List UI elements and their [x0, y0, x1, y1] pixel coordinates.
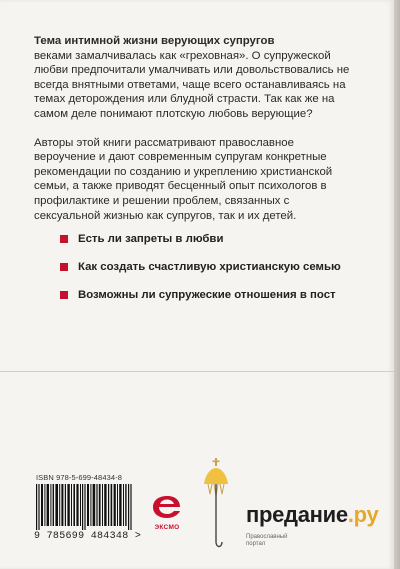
- predanie-tld: .ру: [347, 502, 379, 527]
- predanie-subtitle: Православный портал: [246, 534, 288, 547]
- annotation-paragraph-1: [34, 34, 356, 122]
- topic-item: [60, 260, 360, 274]
- eksmo-label: ЭКСМО: [154, 524, 180, 531]
- topic-item-label: Как создать счастливую христианскую семью: [78, 261, 341, 273]
- divider-line: [0, 371, 394, 372]
- topic-item-label: Есть ли запреты в любви: [78, 233, 224, 245]
- barcode-icon: [34, 484, 134, 530]
- predanie-wordmark: [246, 502, 378, 528]
- annotation-lead: Тема интимной жизни верующих супругов: [34, 35, 275, 47]
- predanie-name: предание: [246, 502, 348, 527]
- isbn-text: ISBN 978-5-699-48434-8: [36, 473, 123, 482]
- annotation-text: [34, 34, 356, 223]
- topic-list: [60, 232, 360, 316]
- annotation-paragraph-2: Авторы этой книги рассматривают православное вероучение и дают современным супругам конкретные рекомендации по созданию и укреплению христианской семьи, а также приводят бесценный опыт психологов в профилактике и решении проблем, связанных с сексуальной жизнью как супругов, так и их детей.: [34, 136, 333, 222]
- predanie-logo: [204, 458, 379, 554]
- eksmo-logo: [150, 494, 184, 531]
- barcode-number: 9 785699 484348 >: [34, 531, 142, 542]
- cover-edge: [394, 0, 400, 569]
- red-square-bullet-icon: [60, 263, 68, 271]
- topic-item: [60, 288, 360, 302]
- topic-item-label: Возможны ли супружеские отношения в пост: [78, 289, 336, 301]
- topic-item: [60, 232, 360, 246]
- red-square-bullet-icon: [60, 235, 68, 243]
- annotation-paragraph-1-text: веками замалчивалась как «греховная». О супружеской любви предпочитали умалчивать или довольствовались не всегда внятными ответами, чаще всего останавливаясь на темах деторождения или блудной страсти. Так как же на самом деле понимают плотскую любовь верующие?: [34, 49, 350, 120]
- red-square-bullet-icon: [60, 291, 68, 299]
- eksmo-emblem-icon: [150, 494, 184, 520]
- barcode-block: [34, 473, 142, 545]
